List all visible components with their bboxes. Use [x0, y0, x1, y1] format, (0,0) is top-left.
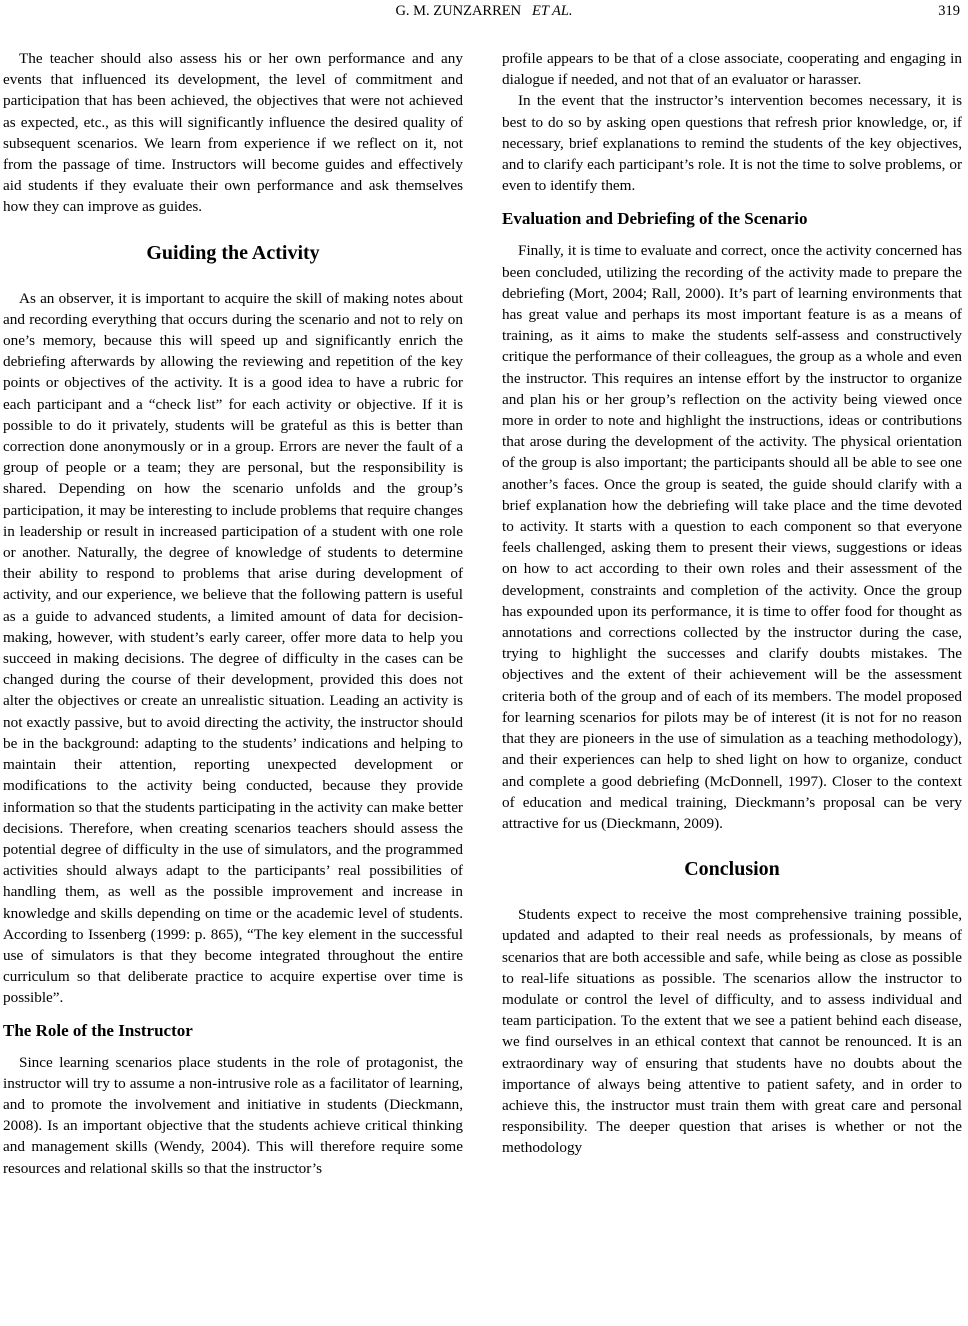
left-column: [3, 48, 463, 1179]
section-heading-conclusion: Conclusion: [684, 858, 780, 881]
page-number: 319: [938, 3, 960, 19]
running-header: [0, 0, 968, 22]
paragraph-instructor-intervention: In the event that the instructor’s intervention becomes necessary, it is best to do so by asking open questions that refresh prior knowledge, or, if necessary, brief explanations to remind the students of the key objectives, and to clarify each participant’s role. It is not the time to solve problems, or even to identify them.: [502, 92, 962, 195]
section-heading-guiding-activity: Guiding the Activity: [146, 241, 320, 264]
paragraph-instructor-role: Since learning scenarios place students in the role of protagonist, the instructor will try to assume a non-intrusive role as a facilitator of learning, and to promote the involvement and initiative in students (Dieckmann, 2008). Is an important objective that the students achieve critical thinking and management skills (Wendy, 2004). This will therefore require some resources and relational skills so that the instructor’s: [3, 1053, 463, 1177]
subsection-heading-evaluation-debriefing: Evaluation and Debriefing of the Scenario: [502, 209, 808, 229]
authors-suffix: ET AL.: [531, 3, 573, 19]
running-header-authors: [0, 0, 968, 22]
paragraph-observer-notes: As an observer, it is important to acquire the skill of making notes about and recording everything that occurs during the scenario and not to rely on one’s memory, because this will speed up and significantly enrich the debriefing afterwards by allowing the reviewing and repetition of the key points or objectives of the activity. It is a good idea to have a rubric for each participant and a “check list” for each activity or objective. If it is possible to do it privately, students will be grateful as this is better than correction done anonymously or in a group. Errors are never the fault of a group of people or a team; they are personal, but the responsibility is shared. Depending on how the scenario unfolds and the group’s participation, it may be interesting to include problems that require changes in leadership or result in increased participation of a student with one role or another. Naturally, the degree of knowledge of students to determine their ability to respond to problems that arise during development of activity, and our experience, we believe that the following pattern is useful as a guide to advanced students, a limited amount of data for decision-making, however, with student’s early career, offer more data to help you succeed in making decisions. The degree of difficulty in the cases can be changed during the course of their development, provided this does not alter the objectives or create an unrealistic situation. Leading an activity is not exactly passive, but to avoid directing the activity, the instructor should be in the background: adapting to the students’ indications and helping to maintain their attention, reporting unexpected development or modifications to the activity being conducted, because they provide information so that the students participating in the activity can make better decisions. Therefore, when creating scenarios teachers should assess the potential degree of difficulty in the use of simulators, and the programmed activities should always adapt to the participants’ real possibilities of handling them, as well as the possible improvement and increase in knowledge and skills depending on time or the academic level of students. According to Issenberg (1999: p. 865), “The key element in the successful use of simulators is that they become integrated throughout the entire curriculum so that deliberate practice to acquire expertise over time is possible”.: [3, 289, 463, 1007]
subsection-heading-role-instructor: The Role of the Instructor: [3, 1020, 193, 1040]
paragraph-teacher-self-assessment: The teacher should also assess his or her own performance and any events that influenced its development, the level of commitment and participation that has been achieved, the objectives that were not achieved as expected, etc., as this will significantly influence the desired quality of subsequent scenarios. We learn from experience if we reflect on it, not from the passage of time. Instructors will become guides and effectively aid students if they evaluate their own performance and ask themselves how they can improve as guides.: [3, 50, 463, 216]
paragraph-instructor-profile: profile appears to be that of a close associate, cooperating and engaging in dialogue if needed, and not that of an evaluator or harasser.: [502, 50, 962, 89]
authors-prefix: G. M. ZUNZARREN: [395, 3, 522, 19]
paragraph-conclusion: Students expect to receive the most comprehensive training possible, updated and adapted to their real needs as professionals, by means of scenarios that are both accessible and safe, while being as close as possible to real-life situations as possible. The scenarios allow the instructor to modulate or control the level of difficulty, and to assess individual and team participation. To the extent that we see a patient behind each disease, we find ourselves in an ethical context that cannot be renounced. It is an extraordinary way of ensuring that students have no doubts about the importance of always being attentive to patient safety, and in order to achieve this, the instructor must train them with great care and personal responsibility. The deeper question that arises is whether or not the methodology: [502, 906, 962, 1157]
paragraph-debriefing: Finally, it is time to evaluate and correct, once the activity concerned has been concluded, utilizing the recording of the activity made to prepare the debriefing (Mort, 2004; Rall, 2000). It’s part of learning environments that has great value and perhaps its most important feature is as a means of training, as it aims to make the students self-assess and constructively critique the performance of their colleagues, the group as a whole and even the instructor. This requires an intense effort by the instructor to organize and plan his or her group’s reflection on the activity being viewed once more in order to note and highlight the instructions, ideas or contributions that arose during the development of the activity. The physical orientation of the group is also important; the participants should all be able to see one another’s faces. Once the group is seated, the guide should clarify with a brief explanation how the debriefing will take place and the time devoted to activity. It starts with a question to each component so that everyone feels challenged, asking them to present their views, suggestions or ideas on how to act according to their own roles and their assessment of the development, constraints and completion of the activity. Once the group has expounded upon its performance, it is time to offer food for thought as annotations and corrections collected by the instructor during the case, trying to highlight the successes and clarify doubts mistakes. The objectives and the extent of their achievement will be the assessment criteria both of the group and of each of its members. The model proposed for learning scenarios for pilots may be of interest (it is not for no reason that they are pioneers in the use of simulation as a teaching methodology), and their experiences can help to shed light on how to organize, conduct and complete a good debriefing (McDonnell, 1997). Closer to the context of education and medical training, Dieckmann’s proposal can be very attractive for us (Dieckmann, 2009).: [502, 242, 962, 832]
right-column: [502, 48, 962, 1159]
